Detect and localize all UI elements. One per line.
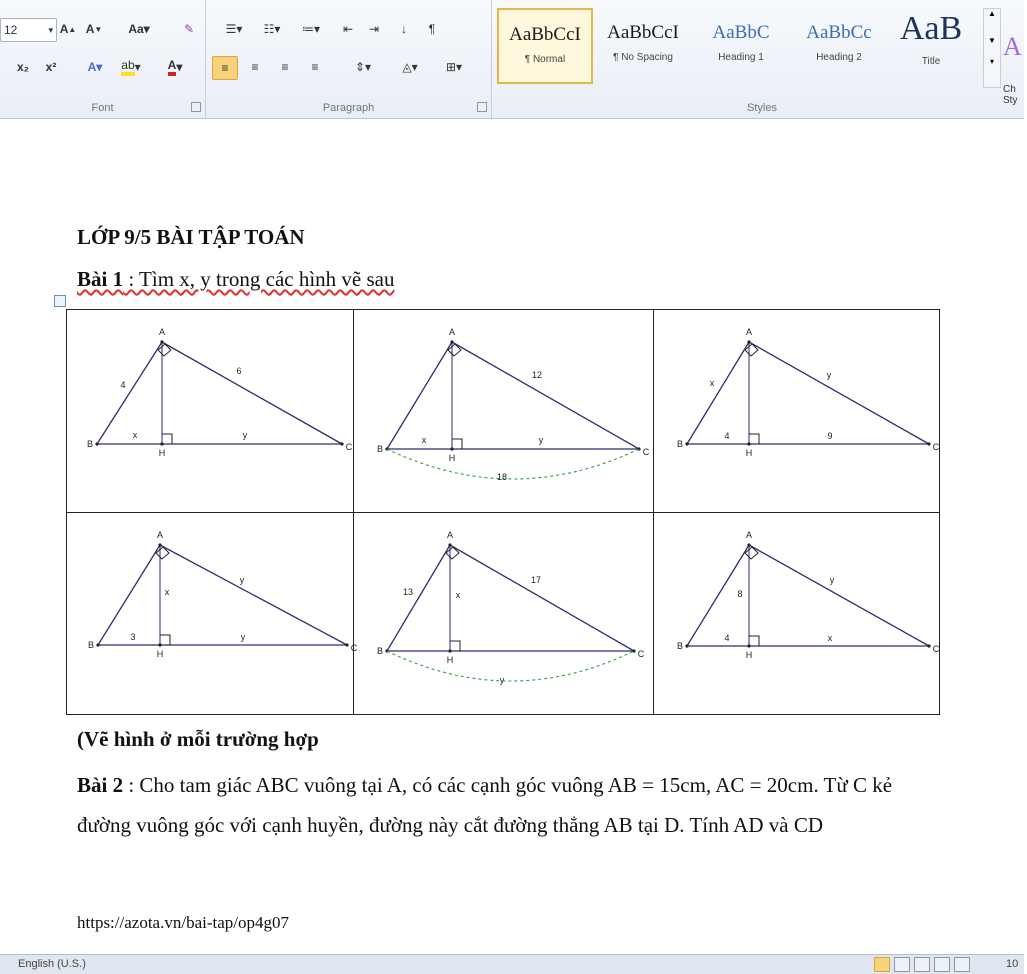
paragraph-dialog-launcher[interactable] bbox=[477, 102, 487, 112]
figures-table[interactable] bbox=[66, 309, 940, 715]
vertex-label-h: H bbox=[156, 649, 164, 659]
style-sample: AaBbCcI bbox=[509, 24, 581, 45]
length-label-hc: y bbox=[242, 430, 248, 440]
shrink-font-button[interactable]: A ▼ bbox=[85, 22, 103, 36]
vertex-label-h: H bbox=[745, 650, 753, 660]
length-label-bh: 4 bbox=[724, 431, 730, 441]
vertex-label-c: C bbox=[932, 442, 940, 452]
change-styles-icon: A bbox=[1003, 32, 1022, 61]
vertex-label-a: A bbox=[446, 530, 454, 540]
style-sample: AaBbC bbox=[712, 22, 770, 43]
change-styles-button[interactable] bbox=[1003, 10, 1024, 106]
vertex-label-b: B bbox=[676, 439, 684, 449]
zoom-level[interactable]: 10 bbox=[1006, 958, 1019, 970]
side-ac bbox=[452, 342, 639, 449]
document-title: LỚP 9/5 BÀI TẬP TOÁN bbox=[77, 225, 305, 249]
subscript-button[interactable]: x₂ bbox=[16, 60, 29, 74]
length-label-hc: x bbox=[827, 633, 833, 643]
length-label-bc: y bbox=[499, 675, 505, 685]
vertex-label-a: A bbox=[448, 327, 456, 337]
vertex-label-b: B bbox=[376, 646, 384, 656]
vertex-point bbox=[747, 442, 750, 445]
source-url[interactable]: https://azota.vn/bai-tap/op4g07 bbox=[77, 913, 289, 932]
style-no-spacing[interactable] bbox=[595, 8, 691, 84]
status-bar bbox=[0, 954, 1024, 974]
clear-format-icon[interactable]: ✎ bbox=[183, 22, 195, 36]
exercise-1-label: Bài 1 bbox=[77, 267, 124, 291]
vertex-label-h: H bbox=[448, 453, 456, 463]
font-size-box[interactable] bbox=[0, 18, 57, 42]
right-angle-mark-h bbox=[749, 434, 759, 444]
figure-cell[interactable] bbox=[653, 309, 940, 513]
length-label-bh: x bbox=[421, 435, 427, 445]
styles-scroll[interactable] bbox=[983, 8, 1001, 88]
borders-button[interactable]: ⊞▾ bbox=[445, 60, 463, 74]
length-label-bh: x bbox=[132, 430, 138, 440]
vertex-label-b: B bbox=[86, 439, 94, 449]
style-name: Title bbox=[921, 56, 941, 67]
vertex-point bbox=[158, 543, 161, 546]
font-dialog-launcher[interactable] bbox=[191, 102, 201, 112]
shading-button[interactable]: ◬▾ bbox=[402, 60, 418, 74]
right-angle-mark-h bbox=[162, 434, 172, 444]
style-name: ¶ No Spacing bbox=[613, 52, 673, 63]
align-left-button[interactable]: ≡ bbox=[212, 56, 238, 80]
highlight-button[interactable]: ab ▾ bbox=[121, 58, 141, 74]
paragraph-group-label: Paragraph bbox=[322, 102, 375, 114]
vertex-label-c: C bbox=[345, 442, 353, 452]
superscript-button[interactable]: x² bbox=[45, 60, 57, 74]
line-spacing-button[interactable]: ⇕▾ bbox=[354, 60, 372, 74]
justify-button[interactable]: ≡ bbox=[311, 60, 319, 74]
length-label-ah: x bbox=[164, 587, 170, 597]
font-group bbox=[0, 0, 206, 118]
sort-button[interactable]: ↓ bbox=[401, 22, 407, 36]
side-ab bbox=[98, 545, 160, 645]
grow-font-button[interactable]: A ▲ bbox=[59, 22, 77, 36]
hypotenuse-brace bbox=[387, 449, 639, 479]
styles-gallery bbox=[497, 8, 979, 86]
scroll-up-icon[interactable]: ▲ bbox=[988, 9, 996, 18]
style-normal[interactable] bbox=[497, 8, 593, 84]
right-angle-mark-h bbox=[450, 641, 460, 651]
vertex-point bbox=[685, 644, 688, 647]
side-ac bbox=[749, 342, 929, 444]
side-ab bbox=[687, 342, 749, 444]
ribbon bbox=[0, 0, 1024, 119]
figure-cell[interactable] bbox=[66, 512, 358, 715]
vertex-point bbox=[448, 649, 451, 652]
length-label-bh: 3 bbox=[130, 632, 136, 642]
figure-6 bbox=[654, 513, 941, 716]
length-label-ac: y bbox=[239, 575, 245, 585]
vertex-label-c: C bbox=[350, 643, 358, 653]
style-title[interactable] bbox=[883, 8, 979, 84]
vertex-point bbox=[450, 447, 453, 450]
side-ac bbox=[749, 545, 929, 646]
align-center-button[interactable]: ≡ bbox=[251, 60, 259, 74]
vertex-label-a: A bbox=[745, 530, 753, 540]
font-color-icon: A bbox=[168, 58, 177, 76]
length-label-ab: x bbox=[709, 378, 715, 388]
vertex-label-h: H bbox=[158, 448, 166, 458]
table-move-handle-icon[interactable] bbox=[54, 295, 66, 307]
draft-icon[interactable] bbox=[954, 957, 970, 972]
multilevel-list-button[interactable]: ≔▾ bbox=[301, 22, 321, 36]
figure-3 bbox=[654, 310, 941, 514]
length-label-ah: 8 bbox=[737, 589, 743, 599]
figure-2 bbox=[354, 310, 655, 514]
numbering-button[interactable]: ☷▾ bbox=[263, 22, 281, 36]
chevron-down-icon: ▾ bbox=[48, 24, 53, 35]
vertex-point bbox=[160, 442, 163, 445]
vertex-point bbox=[160, 340, 163, 343]
text-effects-button[interactable]: A▾ bbox=[87, 60, 103, 74]
decrease-indent-button[interactable]: ⇤ bbox=[342, 22, 354, 36]
vertex-point bbox=[747, 644, 750, 647]
figure-cell[interactable] bbox=[350, 512, 654, 715]
vertex-label-b: B bbox=[376, 444, 384, 454]
vertex-point bbox=[95, 442, 98, 445]
vertex-point bbox=[450, 340, 453, 343]
vertex-label-h: H bbox=[745, 448, 753, 458]
language-indicator[interactable]: English (U.S.) bbox=[18, 958, 86, 970]
length-label-ac: 12 bbox=[531, 370, 543, 380]
style-sample: AaB bbox=[899, 10, 963, 47]
vertex-point bbox=[927, 644, 930, 647]
length-label-ac: y bbox=[826, 370, 832, 380]
vertex-point bbox=[685, 442, 688, 445]
figure-1 bbox=[67, 310, 355, 514]
exercise-2-text: : Cho tam giác ABC vuông tại A, có các cạnh góc vuông AB = 15cm, AC = 20cm. Từ C kẻ đường vuông góc với cạnh huyền, đường này cắt đường thẳng AB tại D. Tính AD và CD bbox=[77, 773, 893, 837]
print-layout-icon[interactable] bbox=[874, 957, 890, 972]
length-label-hc: y bbox=[240, 632, 246, 642]
length-label-ac: 6 bbox=[236, 366, 242, 376]
vertex-label-a: A bbox=[156, 530, 164, 540]
styles-group-label: Styles bbox=[747, 102, 777, 114]
full-screen-reading-icon[interactable] bbox=[894, 957, 910, 972]
vertex-label-c: C bbox=[637, 649, 645, 659]
length-label-ab: 4 bbox=[120, 380, 126, 390]
exercise-1-heading bbox=[77, 267, 394, 292]
figure-4 bbox=[67, 513, 358, 716]
length-label-ab: 13 bbox=[402, 587, 414, 597]
vertex-point bbox=[158, 643, 161, 646]
length-label-ac: y bbox=[829, 575, 835, 585]
font-size-value: 12 bbox=[4, 23, 18, 37]
length-label-hc: y bbox=[538, 435, 544, 445]
vertex-label-c: C bbox=[932, 644, 940, 654]
side-ac bbox=[160, 545, 347, 645]
document-page[interactable] bbox=[0, 119, 1024, 954]
length-label-hc: 9 bbox=[827, 431, 833, 441]
vertex-point bbox=[96, 643, 99, 646]
view-buttons bbox=[874, 957, 970, 972]
vertex-point bbox=[747, 543, 750, 546]
more-styles-icon[interactable]: ▾ bbox=[989, 57, 994, 66]
length-label-ah: x bbox=[455, 590, 461, 600]
style-name: Heading 1 bbox=[718, 52, 764, 63]
draw-note: (Vẽ hình ở mỗi trường hợp bbox=[77, 727, 319, 751]
vertex-label-a: A bbox=[745, 327, 753, 337]
style-heading-2[interactable] bbox=[791, 8, 887, 84]
web-layout-icon[interactable] bbox=[914, 957, 930, 972]
side-ab bbox=[97, 342, 162, 444]
figure-cell[interactable] bbox=[653, 512, 940, 715]
exercise-2-paragraph bbox=[77, 765, 947, 845]
vertex-point bbox=[927, 442, 930, 445]
length-label-bh: 4 bbox=[724, 633, 730, 643]
vertex-point bbox=[340, 442, 343, 445]
style-sample: AaBbCc bbox=[806, 22, 872, 43]
side-ab bbox=[387, 545, 450, 651]
vertex-point bbox=[448, 543, 451, 546]
side-ac bbox=[162, 342, 342, 444]
right-angle-mark-h bbox=[452, 439, 462, 449]
style-sample: AaBbCcI bbox=[607, 22, 679, 43]
highlighter-icon: ab bbox=[121, 58, 134, 76]
style-name: ¶ Normal bbox=[524, 54, 566, 65]
length-label-bc: 18 bbox=[496, 472, 508, 482]
show-marks-button[interactable]: ¶ bbox=[428, 22, 436, 36]
vertex-point bbox=[747, 340, 750, 343]
outline-icon[interactable] bbox=[934, 957, 950, 972]
style-heading-1[interactable] bbox=[693, 8, 789, 84]
figure-cell[interactable] bbox=[353, 309, 654, 513]
increase-indent-button[interactable]: ⇥ bbox=[368, 22, 380, 36]
bullets-button[interactable]: ☰▾ bbox=[225, 22, 243, 36]
figure-5 bbox=[354, 513, 655, 716]
side-ac bbox=[450, 545, 634, 651]
vertex-point bbox=[345, 643, 348, 646]
figure-cell[interactable] bbox=[66, 309, 354, 513]
font-group-label: Font bbox=[91, 102, 114, 114]
vertex-label-h: H bbox=[446, 655, 454, 665]
vertex-label-c: C bbox=[642, 447, 650, 457]
hypotenuse-brace bbox=[387, 651, 634, 681]
font-color-button[interactable]: A ▾ bbox=[167, 58, 183, 74]
change-case-button[interactable]: Aa▾ bbox=[128, 22, 150, 36]
length-label-ac: 17 bbox=[530, 575, 542, 585]
style-name: Heading 2 bbox=[816, 52, 862, 63]
exercise-1-text: : Tìm x, y trong các hình vẽ sau bbox=[123, 267, 395, 291]
vertex-label-b: B bbox=[87, 640, 95, 650]
exercise-2-label: Bài 2 bbox=[77, 773, 124, 797]
right-angle-mark-h bbox=[160, 635, 170, 645]
vertex-label-a: A bbox=[158, 327, 166, 337]
side-ab bbox=[387, 342, 452, 449]
vertex-label-b: B bbox=[676, 641, 684, 651]
right-angle-mark-h bbox=[749, 636, 759, 646]
align-right-button[interactable]: ≡ bbox=[281, 60, 289, 74]
scroll-down-icon[interactable]: ▼ bbox=[988, 36, 996, 45]
change-styles-label: Ch Sty bbox=[1003, 84, 1018, 106]
paragraph-group bbox=[206, 0, 492, 118]
